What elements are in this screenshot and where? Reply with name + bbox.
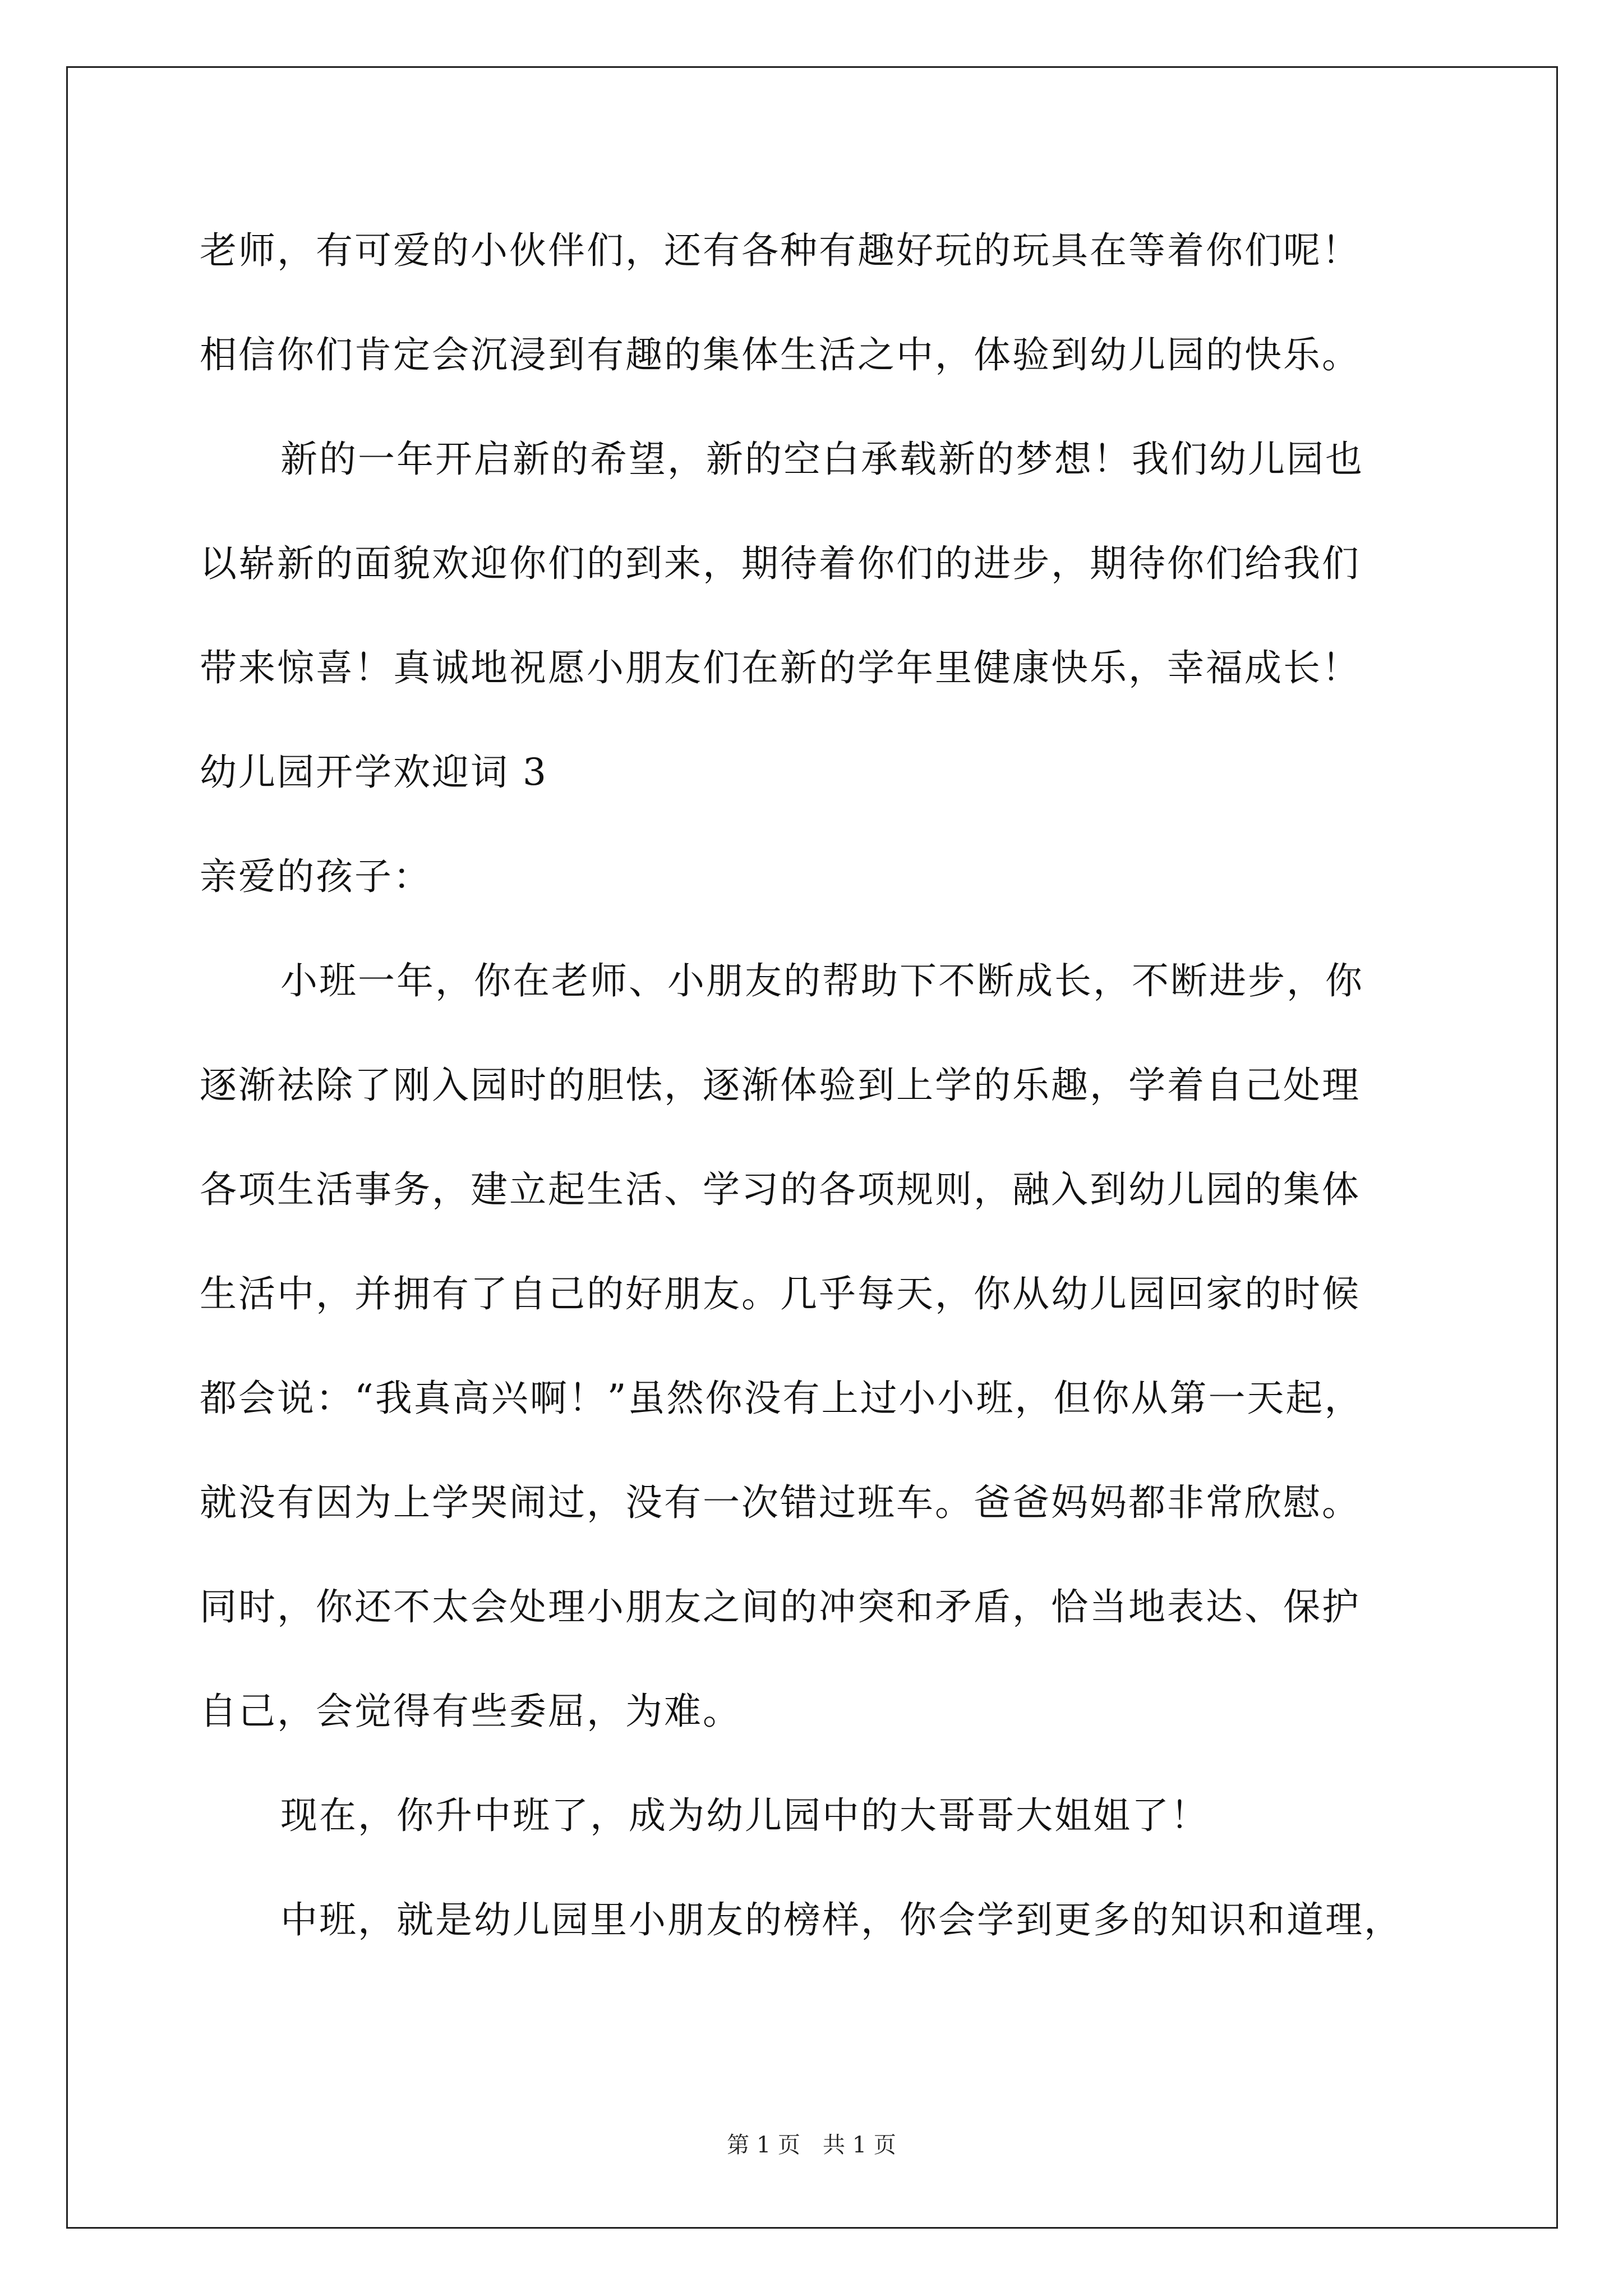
text-line: 都会说：“我真高兴啊！”虽然你没有上过小小班，但你从第一天起， [200,1377,1363,1420]
text-line: 老师，有可爱的小伙伴们，还有各种有趣好玩的玩具在等着你们呢！ [200,229,1361,272]
paragraph-line: 中班，就是幼儿园里小朋友的榜样，你会学到更多的知识和道理， [280,1898,1403,1941]
text-line: 相信你们肯定会沉浸到有趣的集体生活之中，体验到幼儿园的快乐。 [200,333,1361,376]
page-number-footer: 第 1 页 共 1 页 [727,2132,896,2158]
text-line: 自己，会觉得有些委屈，为难。 [200,1690,741,1733]
text-line: 就没有因为上学哭闹过，没有一次错过班车。爸爸妈妈都非常欣慰。 [200,1481,1361,1524]
text-line: 以崭新的面貌欢迎你们的到来，期待着你们的进步，期待你们给我们 [200,542,1361,585]
text-line: 带来惊喜！真诚地祝愿小朋友们在新的学年里健康快乐，幸福成长！ [200,646,1361,689]
paragraph-line: 现在，你升中班了，成为幼儿园中的大哥哥大姐姐了！ [280,1794,1209,1837]
text-line: 生活中，并拥有了自己的好朋友。几乎每天，你从幼儿园回家的时候 [200,1272,1361,1315]
text-line: 各项生活事务，建立起生活、学习的各项规则，融入到幼儿园的集体 [200,1168,1361,1211]
paragraph-line: 小班一年，你在老师、小朋友的帮助下不断成长，不断进步，你 [280,959,1364,1002]
text-line: 逐渐祛除了刚入园时的胆怯，逐渐体验到上学的乐趣，学着自己处理 [200,1064,1361,1107]
paragraph-line: 新的一年开启新的希望，新的空白承载新的梦想！我们幼儿园也 [280,438,1364,481]
salutation: 亲爱的孩子： [200,855,432,898]
section-heading: 幼儿园开学欢迎词 3 [200,751,548,794]
text-line: 同时，你还不太会处理小朋友之间的冲突和矛盾，恰当地表达、保护 [200,1585,1361,1628]
